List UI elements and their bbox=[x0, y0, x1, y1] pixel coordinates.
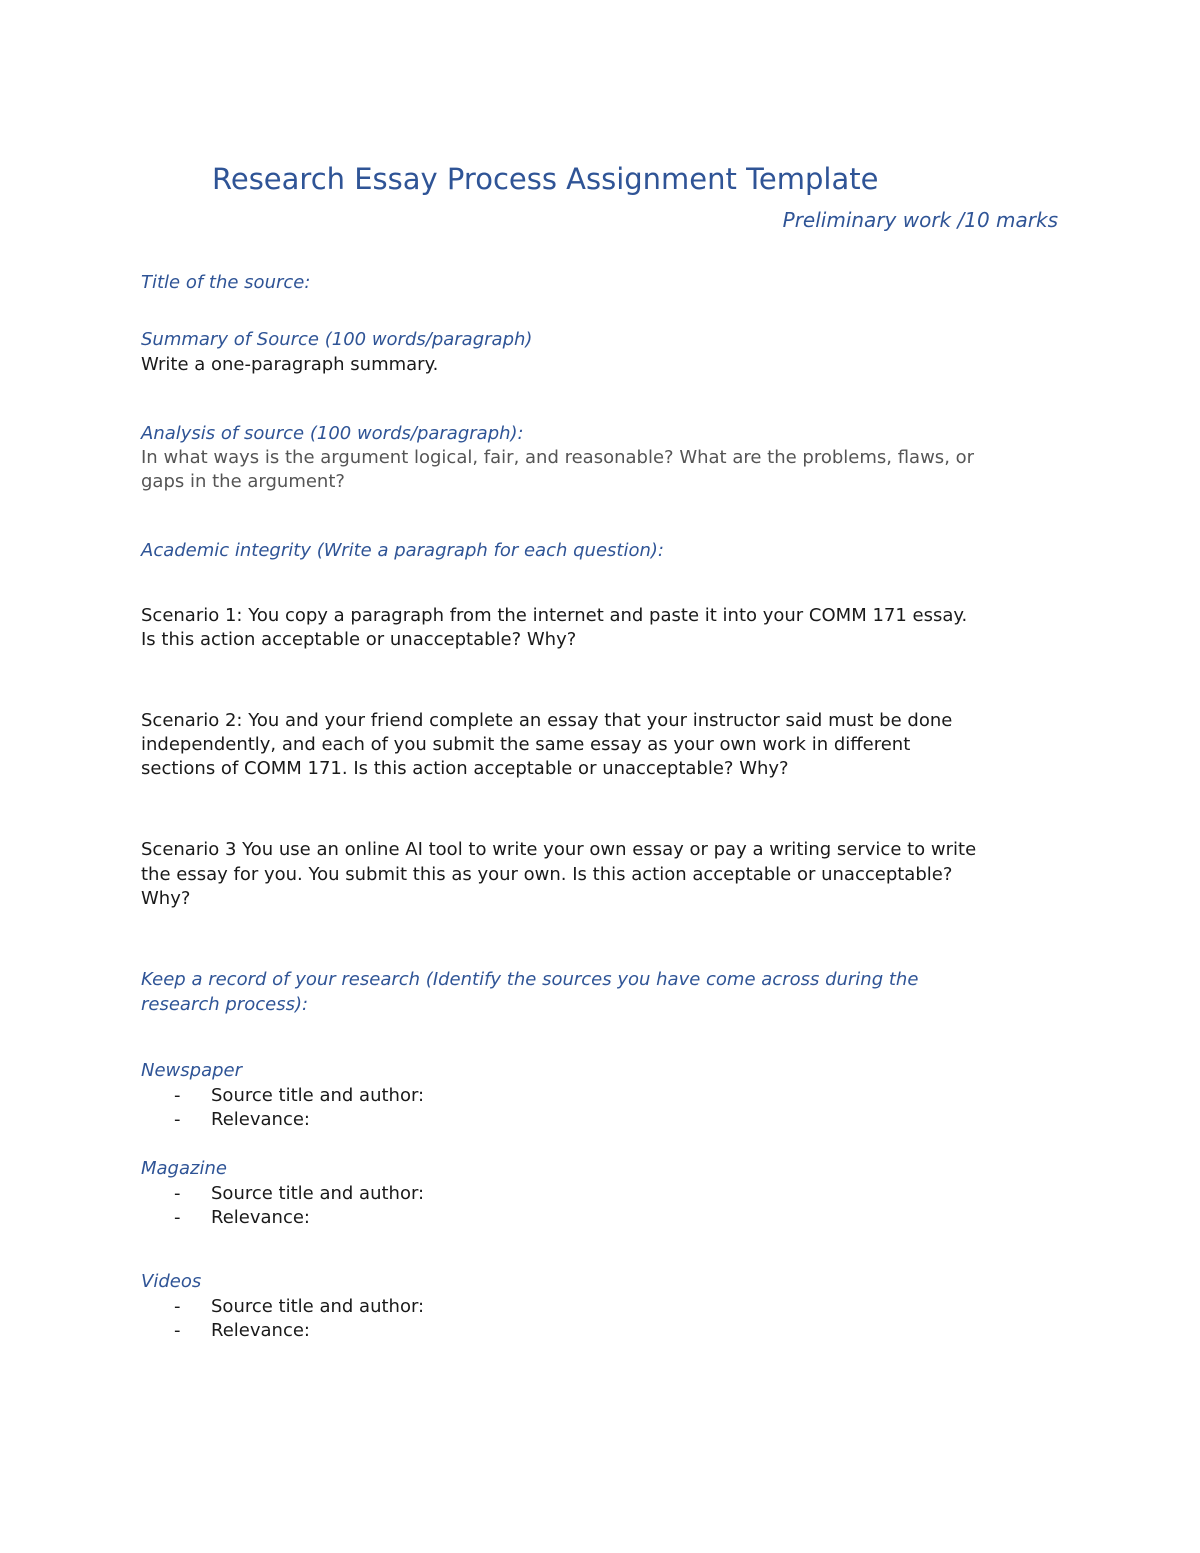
scenario-1-line-2: Is this action acceptable or unacceptable? Why? bbox=[141, 629, 577, 650]
category-videos-heading: Videos bbox=[141, 1271, 202, 1292]
list-item-label: Relevance: bbox=[211, 1109, 310, 1130]
document-subtitle: Preliminary work /10 marks bbox=[782, 208, 1058, 232]
summary-heading: Summary of Source (100 words/paragraph) bbox=[141, 329, 533, 350]
category-newspaper-heading: Newspaper bbox=[141, 1060, 242, 1081]
scenario-3-line-3: Why? bbox=[141, 888, 191, 909]
analysis-prompt-line-2: gaps in the argument? bbox=[141, 471, 345, 492]
scenario-2-line-1: Scenario 2: You and your friend complete an essay that your instructor said must be done bbox=[141, 710, 953, 731]
category-magazine-heading: Magazine bbox=[141, 1158, 227, 1179]
title-of-source-heading: Title of the source: bbox=[141, 272, 311, 293]
bullet-marker: - bbox=[174, 1320, 181, 1341]
record-heading-line-1: Keep a record of your research (Identify the sources you have come across during the bbox=[141, 969, 919, 990]
bullet-marker: - bbox=[174, 1207, 181, 1228]
record-heading-line-2: research process): bbox=[141, 994, 309, 1015]
summary-prompt: Write a one-paragraph summary. bbox=[141, 354, 439, 375]
scenario-3-line-2: the essay for you. You submit this as your own. Is this action acceptable or unacceptable? bbox=[141, 864, 953, 885]
analysis-prompt-line-1: In what ways is the argument logical, fair, and reasonable? What are the problems, flaws, or bbox=[141, 447, 975, 468]
list-item-label: Source title and author: bbox=[211, 1296, 425, 1317]
bullet-marker: - bbox=[174, 1296, 181, 1317]
list-item-label: Relevance: bbox=[211, 1207, 310, 1228]
list-item bbox=[174, 1320, 310, 1341]
list-item bbox=[174, 1183, 424, 1204]
list-item-label: Source title and author: bbox=[211, 1183, 425, 1204]
list-item bbox=[174, 1109, 310, 1130]
bullet-marker: - bbox=[174, 1085, 181, 1106]
list-item-label: Source title and author: bbox=[211, 1085, 425, 1106]
scenario-2-line-2: independently, and each of you submit the same essay as your own work in different bbox=[141, 734, 911, 755]
list-item bbox=[174, 1085, 424, 1106]
bullet-marker: - bbox=[174, 1109, 181, 1130]
analysis-heading: Analysis of source (100 words/paragraph): bbox=[141, 423, 524, 444]
document-title: Research Essay Process Assignment Template bbox=[212, 162, 879, 196]
list-item bbox=[174, 1207, 310, 1228]
scenario-1-line-1: Scenario 1: You copy a paragraph from the internet and paste it into your COMM 171 essay. bbox=[141, 605, 968, 626]
integrity-heading: Academic integrity (Write a paragraph for each question): bbox=[141, 540, 664, 561]
list-item bbox=[174, 1296, 424, 1317]
bullet-marker: - bbox=[174, 1183, 181, 1204]
list-item-label: Relevance: bbox=[211, 1320, 310, 1341]
scenario-3-line-1: Scenario 3 You use an online AI tool to write your own essay or pay a writing service to write bbox=[141, 839, 977, 860]
scenario-2-line-3: sections of COMM 171. Is this action acceptable or unacceptable? Why? bbox=[141, 758, 789, 779]
